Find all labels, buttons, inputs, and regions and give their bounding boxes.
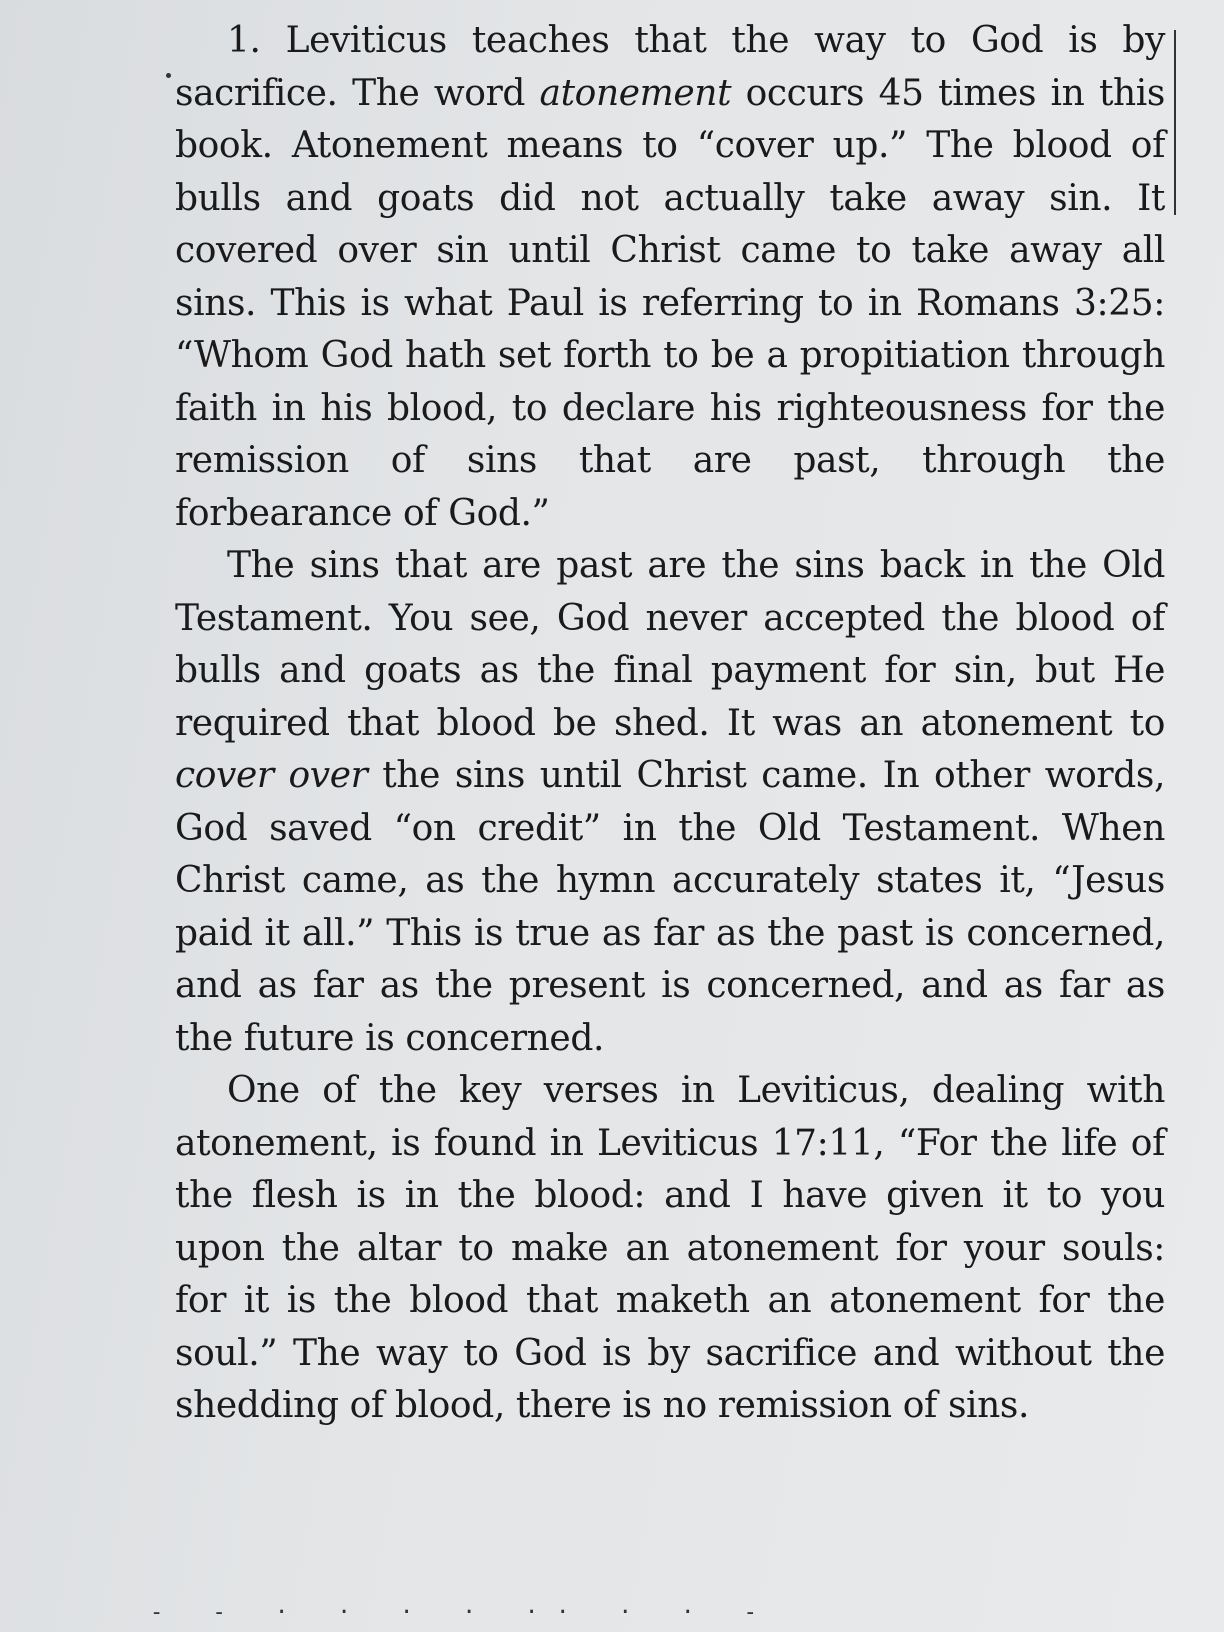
paragraph-3-text: One of the key verses in Leviticus, dealing with atonement, is found in Leviticus 17:11, “For the life of the flesh is in the blood: and I have given it to you upon the altar to make an atonement for your souls: for it is the blood that maketh an atonement for the soul.” The way to God is by sacrifice and without the shedding of blood, there is no remission of sins. bbox=[175, 1070, 1165, 1426]
paragraph-2-text-b: the sins until Christ came. In other words, God saved “on credit” in the Old Testament. When Christ came, as the hymn accurately states it, “Jesus paid it all.” This is true as far as the past is concerned, and as far as the present is concerned, and as far as the future is concerned. bbox=[175, 755, 1165, 1059]
paragraph-3 bbox=[175, 1065, 1165, 1433]
paragraph-1-text-b: occurs 45 times in this book. Atonement means to “cover up.” The blood of bulls and goats did not actually take away sin. It covered over sin until Christ came to take away all sins. This is what Paul is referring to in Romans 3:25: “Whom God hath set forth to be a propitiation through faith in his blood, to declare his righteousness for the remission of sins that are past, through the forbearance of God.” bbox=[175, 72, 1165, 534]
paragraph-number: 1. bbox=[227, 20, 261, 61]
margin-marker-line bbox=[1174, 30, 1176, 215]
text-column bbox=[175, 15, 1165, 1433]
paragraph-2-text-a: The sins that are past are the sins back in the Old Testament. You see, God never accepted the blood of bulls and goats as the final payment for sin, but He required that blood be shed. It was an atonement to bbox=[175, 545, 1165, 744]
book-page bbox=[150, 0, 1190, 1632]
next-line-fragments: - - · · · · ·· · · - bbox=[150, 1600, 775, 1625]
margin-dot bbox=[166, 73, 171, 78]
paragraph-2 bbox=[175, 540, 1165, 1065]
paragraph-1-emphasis: atonement bbox=[539, 72, 732, 114]
paragraph-1 bbox=[175, 15, 1165, 540]
paragraph-1-text-a: Leviticus teaches that the way to God is by sacrifice. The word bbox=[175, 20, 1166, 114]
paragraph-2-emphasis: cover over bbox=[175, 755, 368, 796]
